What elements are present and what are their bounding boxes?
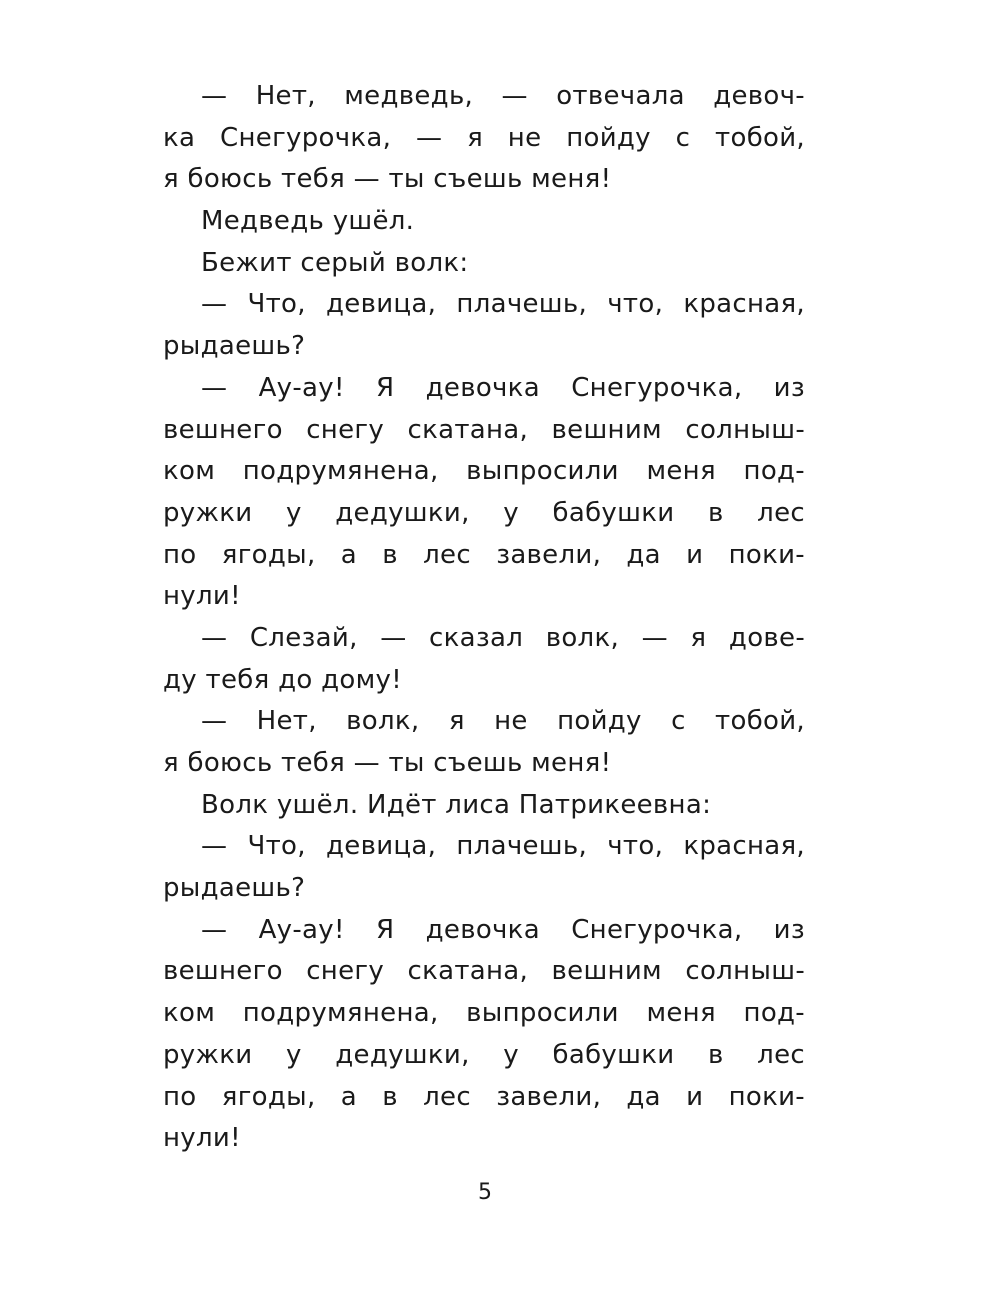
page-number: 5 (478, 1180, 492, 1205)
text-line: рыдаешь? (163, 331, 306, 362)
text-line: — Что, девица, плачешь, что, красная, (201, 289, 805, 320)
text-line: Бежит серый волк: (201, 247, 469, 278)
text-line: рыдаешь? (163, 873, 306, 904)
text-line: — Что, девица, плачешь, что, красная, (201, 831, 805, 862)
text-line: Медведь ушёл. (201, 206, 415, 237)
text-line: я боюсь тебя — ты съешь меня! (163, 164, 612, 195)
text-line: — Ау-ау! Я девочка Снегурочка, из (201, 372, 805, 403)
text-line: я боюсь тебя — ты съешь меня! (163, 748, 612, 778)
text-line: ком подрумянена, выпросили меня под- (163, 456, 805, 487)
text-line: ка Снегурочка, — я не пойду с тобой, (163, 122, 805, 153)
text-line: вешнего снегу скатана, вешним солныш- (163, 956, 805, 987)
text-line: ду тебя до дому! (163, 664, 402, 695)
text-line: вешнего снегу скатана, вешним солныш- (163, 414, 805, 445)
text-line: — Ау-ау! Я девочка Снегурочка, из (201, 914, 805, 945)
text-line: ружки у дедушки, у бабушки в лес (163, 497, 805, 528)
text-line: по ягоды, а в лес завели, да и поки- (163, 539, 805, 570)
text-line: ком подрумянена, выпросили меня под- (163, 998, 805, 1029)
text-line: — Нет, медведь, — отвечала девоч- (201, 81, 805, 111)
text-line: Волк ушёл. Идёт лиса Патрикеевна: (201, 789, 712, 820)
text-line: ружки у дедушки, у бабушки в лес (163, 1039, 805, 1070)
page-text (163, 76, 805, 1160)
text-line: нули! (163, 1123, 241, 1154)
text-line: — Нет, волк, я не пойду с тобой, (201, 706, 805, 737)
text-line: нули! (163, 581, 241, 612)
text-line: по ягоды, а в лес завели, да и поки- (163, 1081, 805, 1112)
text-line: — Слезай, — сказал волк, — я дове- (201, 622, 805, 653)
